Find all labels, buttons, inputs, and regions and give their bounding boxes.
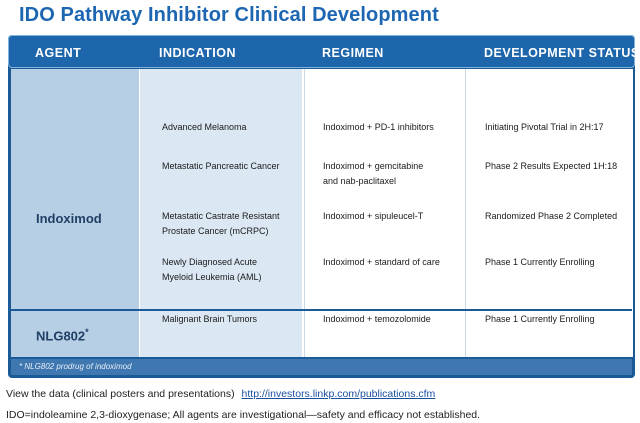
row-divider bbox=[11, 309, 632, 311]
table-row: Phase 1 Currently Enrolling bbox=[485, 314, 595, 324]
table-row: Newly Diagnosed Acute Myeloid Leukemia (AML) bbox=[162, 257, 262, 282]
header-regimen: REGIMEN bbox=[322, 46, 384, 60]
table-row: Phase 2 Results Expected 1H:18 bbox=[485, 161, 618, 171]
publications-link[interactable]: http://investors.linkp.com/publications.cfm bbox=[241, 388, 436, 400]
header-status: DEVELOPMENT STATUS bbox=[484, 46, 640, 60]
table-row: Advanced Melanoma bbox=[162, 122, 247, 132]
data-line bbox=[6, 388, 435, 400]
header-indication: INDICATION bbox=[159, 46, 236, 60]
table-header bbox=[8, 35, 640, 68]
table-row: Metastatic Pancreatic Cancer bbox=[162, 161, 280, 171]
table-row: Initiating Pivotal Trial in 2H:17 bbox=[485, 122, 604, 132]
table-row: Malignant Brain Tumors bbox=[162, 314, 258, 324]
footnote-bar bbox=[11, 359, 632, 375]
footnote: * NLG802 prodrug of indoximod bbox=[19, 362, 132, 371]
agent-indoximod: Indoximod bbox=[36, 211, 102, 226]
table-row: Metastatic Castrate Resistant Prostate Cancer (mCRPC) bbox=[162, 211, 280, 236]
table-row: Phase 1 Currently Enrolling bbox=[485, 257, 595, 267]
table-row: Indoximod + standard of care bbox=[323, 257, 440, 267]
table-row: Indoximod + sipuleucel-T bbox=[323, 211, 424, 221]
table-row: Indoximod + PD-1 inhibitors bbox=[323, 122, 434, 132]
table-row: Randomized Phase 2 Completed bbox=[485, 211, 618, 221]
header-agent: AGENT bbox=[35, 46, 82, 60]
table-body bbox=[11, 69, 632, 357]
disclaimer: IDO=indoleamine 2,3-dioxygenase; All agents are investigational—safety and efficacy not established. bbox=[6, 409, 481, 421]
table-row: Indoximod + gemcitabine and nab-paclitaxel bbox=[323, 161, 424, 186]
pipeline-table bbox=[8, 35, 640, 378]
agent-nlg802: NLG802* bbox=[36, 327, 89, 344]
page-title: IDO Pathway Inhibitor Clinical Development bbox=[19, 4, 439, 26]
table-row: Indoximod + temozolomide bbox=[323, 314, 431, 324]
data-line-text: View the data (clinical posters and presentations) bbox=[6, 388, 235, 400]
